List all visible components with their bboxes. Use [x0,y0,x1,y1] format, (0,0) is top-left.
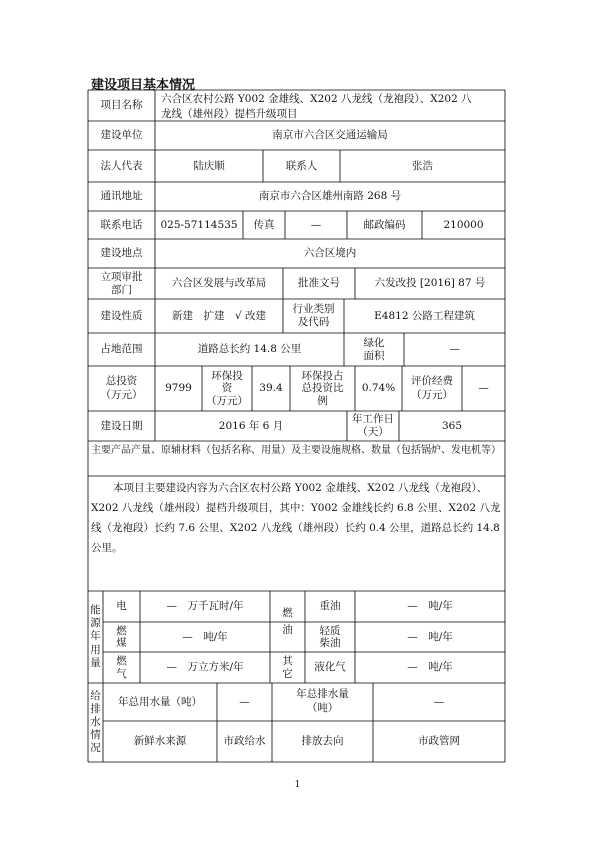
address-value: 南京市六合区雄州南路 268 号 [258,190,402,203]
water-section-title: 给 排 水 情 况 [90,689,101,755]
industry-label: 行业类别 及代码 [292,303,335,328]
work-days-label: 年工作日 （天） [352,413,394,438]
green-area-label: 绿化 面积 [363,336,385,362]
eval-fee-value: — [478,382,489,395]
location-value: 六合区境内 [303,247,357,260]
legal-rep-label: 法人代表 [100,159,143,172]
date-label: 建设日期 [100,419,143,432]
area-label: 占地范围 [100,343,143,356]
industry-value: E4812 公路工程建筑 [374,309,475,322]
construction-unit-label: 建设单位 [100,129,143,142]
products-header: 主要产品产量、原辅材料（包括名称、用量）及主要设施规格、数量（包括锅炉、发电机等） [91,445,501,456]
drain-destination-value: 市政管网 [418,735,460,748]
diesel-label: 轻质 柴油 [319,624,341,649]
contact-value: 张浩 [412,159,433,172]
approval-label: 立项审批 部门 [100,270,143,296]
energy-section-title: 能 源 年 用 量 [90,604,101,669]
approval-doc-label: 批准文号 [298,277,340,290]
electricity-label: 电 [116,600,127,613]
fax-label: 传真 [253,218,275,231]
phone-label: 联系电话 [100,218,143,231]
work-days-value: 365 [441,419,463,432]
eval-fee-label: 评价经费 （万元） [411,374,453,401]
coal-label: 燃 煤 [116,624,127,649]
nature-value: 新建 扩建 √ 改建 [171,309,267,322]
other-energy-label: 其 它 [282,655,293,680]
water-drain-label: 年总排水量 （吨） [296,688,349,714]
postcode-value: 210000 [443,218,484,231]
phone-value: 025-57114535 [160,218,238,231]
fuel-oil-label: 燃 油 [282,606,293,636]
products-body: 本项目主要建设内容为六合区农村公路 Y002 金雄线、X202 八龙线（龙袍段）、X202 八龙线（雄州段）提档升级项目，其中：Y002 金雄线长约 6.8 公里、X202 八龙线（龙袍段）长约 7.6 公里、X202 八龙线（雄州段）长约 0.4 公里，道路总长约 14.8 公里。 [91,482,501,555]
coal-value: — 吨/年 [182,630,228,643]
water-source-label: 新鲜水来源 [133,735,187,748]
address-label: 通讯地址 [100,190,143,203]
construction-unit-value: 南京市六合区交通运输局 [272,129,388,142]
date-value: 2016 年 6 月 [218,419,284,432]
gas-value: — 万立方米/年 [166,661,244,674]
lpg-label: 液化气 [314,661,346,674]
green-area-value: — [449,343,460,356]
env-investment-label: 环保投 资 （万元） [206,369,248,407]
diesel-value: — 吨/年 [407,630,453,643]
water-use-label: 年总用水量（吨） [118,695,202,708]
heavy-oil-label: 重油 [319,600,341,613]
env-ratio-value: 0.74% [361,382,396,395]
approval-value: 六合区发展与改革局 [171,277,267,290]
fax-value: — [310,218,322,231]
water-drain-value: — [433,695,445,708]
water-source-value: 市政给水 [223,735,266,748]
drain-destination-label: 排放去向 [301,735,344,748]
water-use-value: — [239,695,250,708]
area-value: 道路总长约 14.8 公里 [197,343,302,356]
page-heading: 建设项目基本情况 [91,78,196,93]
electricity-value: — 万千瓦时/年 [166,600,244,613]
heavy-oil-value: — 吨/年 [407,600,453,613]
project-name-label: 项目名称 [100,99,143,112]
lpg-value: — 吨/年 [407,661,453,674]
postcode-label: 邮政编码 [363,218,406,231]
env-ratio-label: 环保投占 总投资比 例 [301,369,344,407]
legal-rep-value: 陆庆顺 [193,159,225,172]
gas-label: 燃 气 [116,655,127,680]
env-investment-value: 39.4 [259,382,283,395]
location-label: 建设地点 [100,247,143,260]
project-name-value: 六合区农村公路 Y002 金雄线、X202 八龙线（龙袍段）、X202 八 龙线（雄州段）提档升级项目 [161,93,472,121]
investment-label: 总投资 （万元） [100,374,143,401]
nature-label: 建设性质 [100,309,143,322]
approval-doc-value: 六发改投 [2016] 87 号 [374,277,486,290]
investment-value: 9799 [165,382,192,395]
page-number: 1 [294,780,301,790]
contact-label: 联系人 [285,159,318,172]
